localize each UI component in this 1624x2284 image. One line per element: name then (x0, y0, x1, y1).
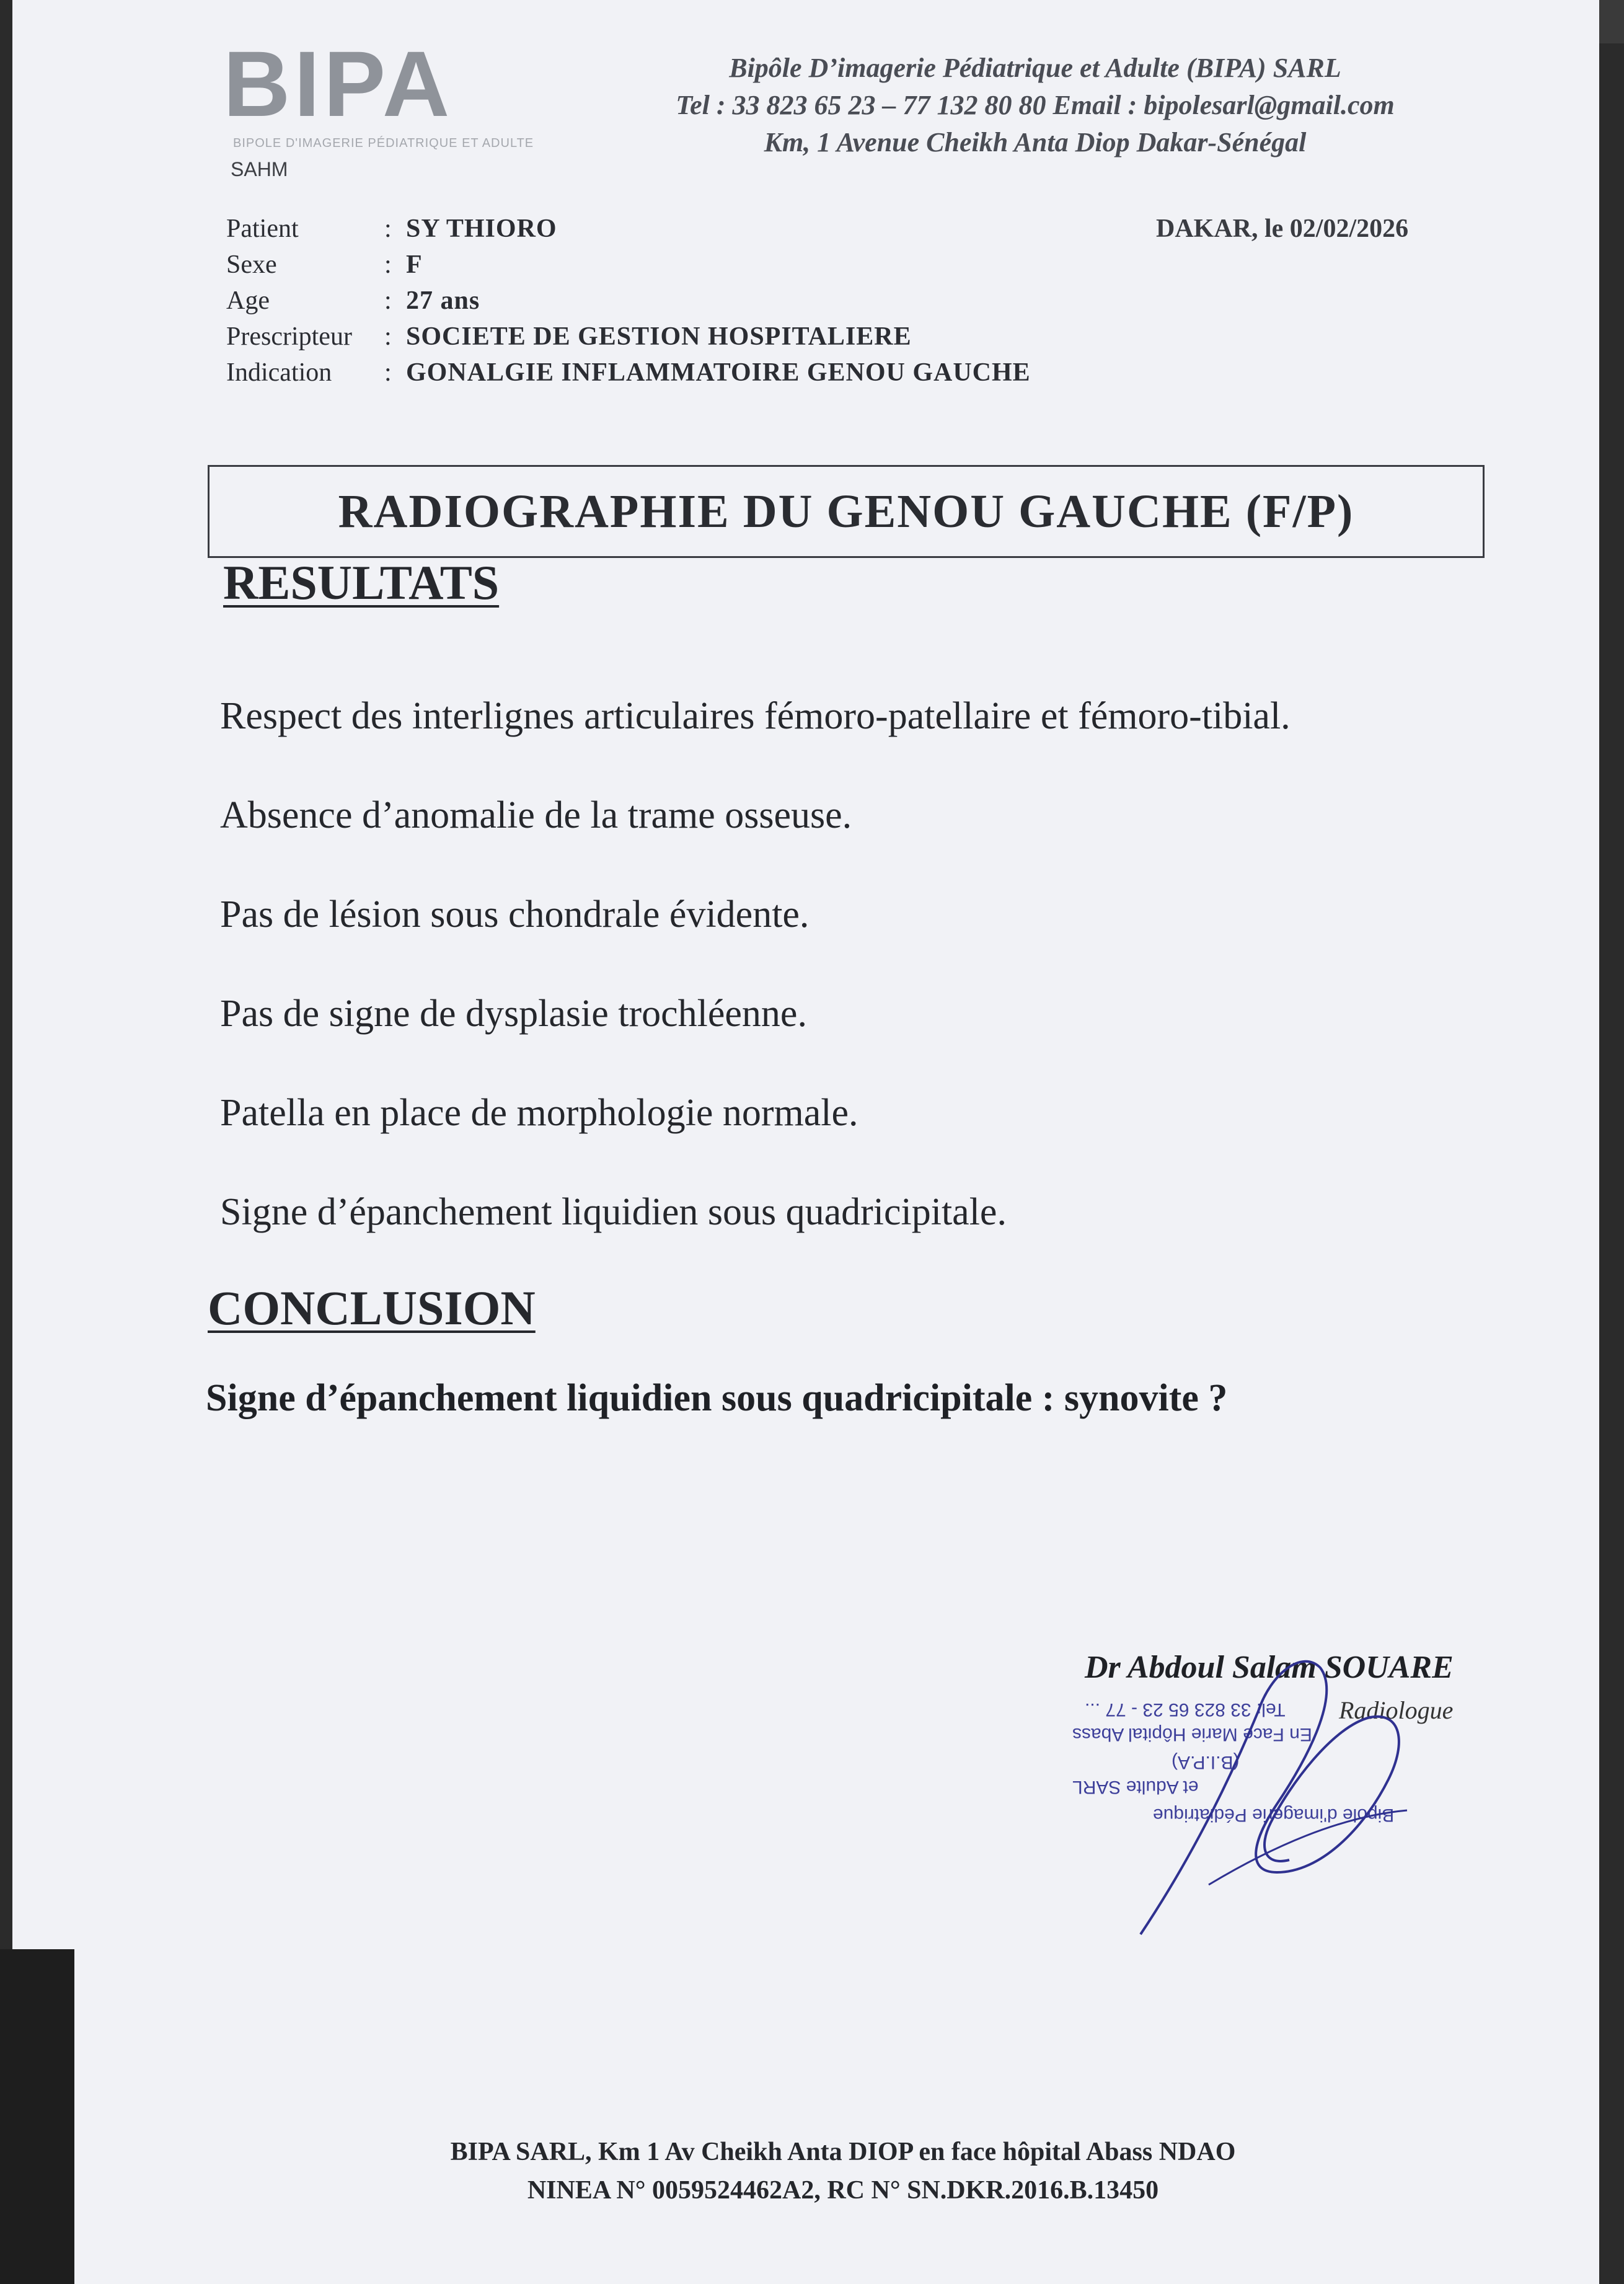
stamp-line: (B.I.P.A) (1172, 1752, 1240, 1773)
finding-item: Respect des interlignes articulaires fémoro-patellaire et fémoro-tibial. (220, 695, 1291, 737)
footer (360, 2133, 1326, 2210)
patient-name: SY THIORO (406, 215, 557, 243)
indication-value: GONALGIE INFLAMMATOIRE GENOU GAUCHE (406, 358, 1031, 387)
stamp-line: Tel: 33 823 65 23 - 77 ... (1085, 1699, 1286, 1720)
bipa-logo (223, 32, 570, 180)
findings-list (220, 691, 1522, 1286)
colon: : (384, 215, 392, 243)
company-address: Km, 1 Avenue Cheikh Anta Diop Dakar-Sénégal (764, 127, 1307, 157)
age-value: 27 ans (406, 286, 480, 315)
indication-label: Indication (226, 358, 332, 387)
colon: : (384, 322, 392, 351)
stamp-line: Bipole d'imagerie Pédiatrique (1153, 1805, 1395, 1825)
company-name: Bipôle D’imagerie Pédiatrique et Adulte (BIPA) SARL (729, 53, 1341, 83)
sex-value: F (406, 250, 423, 279)
stamp-line: En Face Marie Hôpital Abass (1072, 1724, 1312, 1745)
doctor-name: Dr Abdoul Salam SOUARE (1085, 1650, 1454, 1685)
footer-registration: NINEA N° 0059524462A2, RC N° SN.DKR.2016.B.13450 (527, 2176, 1159, 2205)
colon: : (384, 358, 392, 387)
conclusion-text: Signe d’épanchement liquidien sous quadricipitale : synovite ? (206, 1377, 1228, 1419)
colon: : (384, 250, 392, 279)
finding-item: Absence d’anomalie de la trame osseuse. (220, 794, 852, 836)
colon: : (384, 286, 392, 315)
sex-label: Sexe (226, 250, 277, 279)
handwritten-signature (1116, 1624, 1426, 1947)
patient-label: Patient (226, 215, 299, 243)
logo-sahm: SAHM (231, 158, 288, 180)
finding-item: Signe d’épanchement liquidien sous quadricipitale. (220, 1191, 1007, 1233)
age-label: Age (226, 286, 270, 315)
results-heading: RESULTATS (223, 556, 500, 609)
prescriber-value: SOCIETE DE GESTION HOSPITALIERE (406, 322, 912, 351)
title-box (208, 465, 1485, 558)
logo-subtitle: BIPOLE D'IMAGERIE PÉDIATRIQUE ET ADULTE (233, 136, 534, 150)
background-shadow (0, 1949, 74, 2284)
company-header (595, 50, 1475, 161)
finding-item: Pas de lésion sous chondrale évidente. (220, 893, 810, 936)
prescriber-label: Prescripteur (226, 322, 352, 351)
footer-address: BIPA SARL, Km 1 Av Cheikh Anta DIOP en face hôpital Abass NDAO (450, 2138, 1236, 2166)
finding-item: Patella en place de morphologie normale. (220, 1092, 858, 1134)
finding-item: Pas de signe de dysplasie trochléenne. (220, 993, 807, 1035)
logo-text: BIPA (223, 32, 454, 136)
report-date: DAKAR, le 02/02/2026 (1156, 215, 1409, 243)
stamp-line: et Adulte SARL (1072, 1777, 1199, 1797)
report-title: RADIOGRAPHIE DU GENOU GAUCHE (F/P) (338, 485, 1354, 538)
document-page (12, 0, 1599, 2284)
conclusion-heading: CONCLUSION (208, 1281, 536, 1335)
doctor-role: Radiologue (1339, 1696, 1454, 1724)
company-contacts: Tel : 33 823 65 23 – 77 132 80 80 Email : bipolesarl@gmail.com (676, 90, 1395, 120)
